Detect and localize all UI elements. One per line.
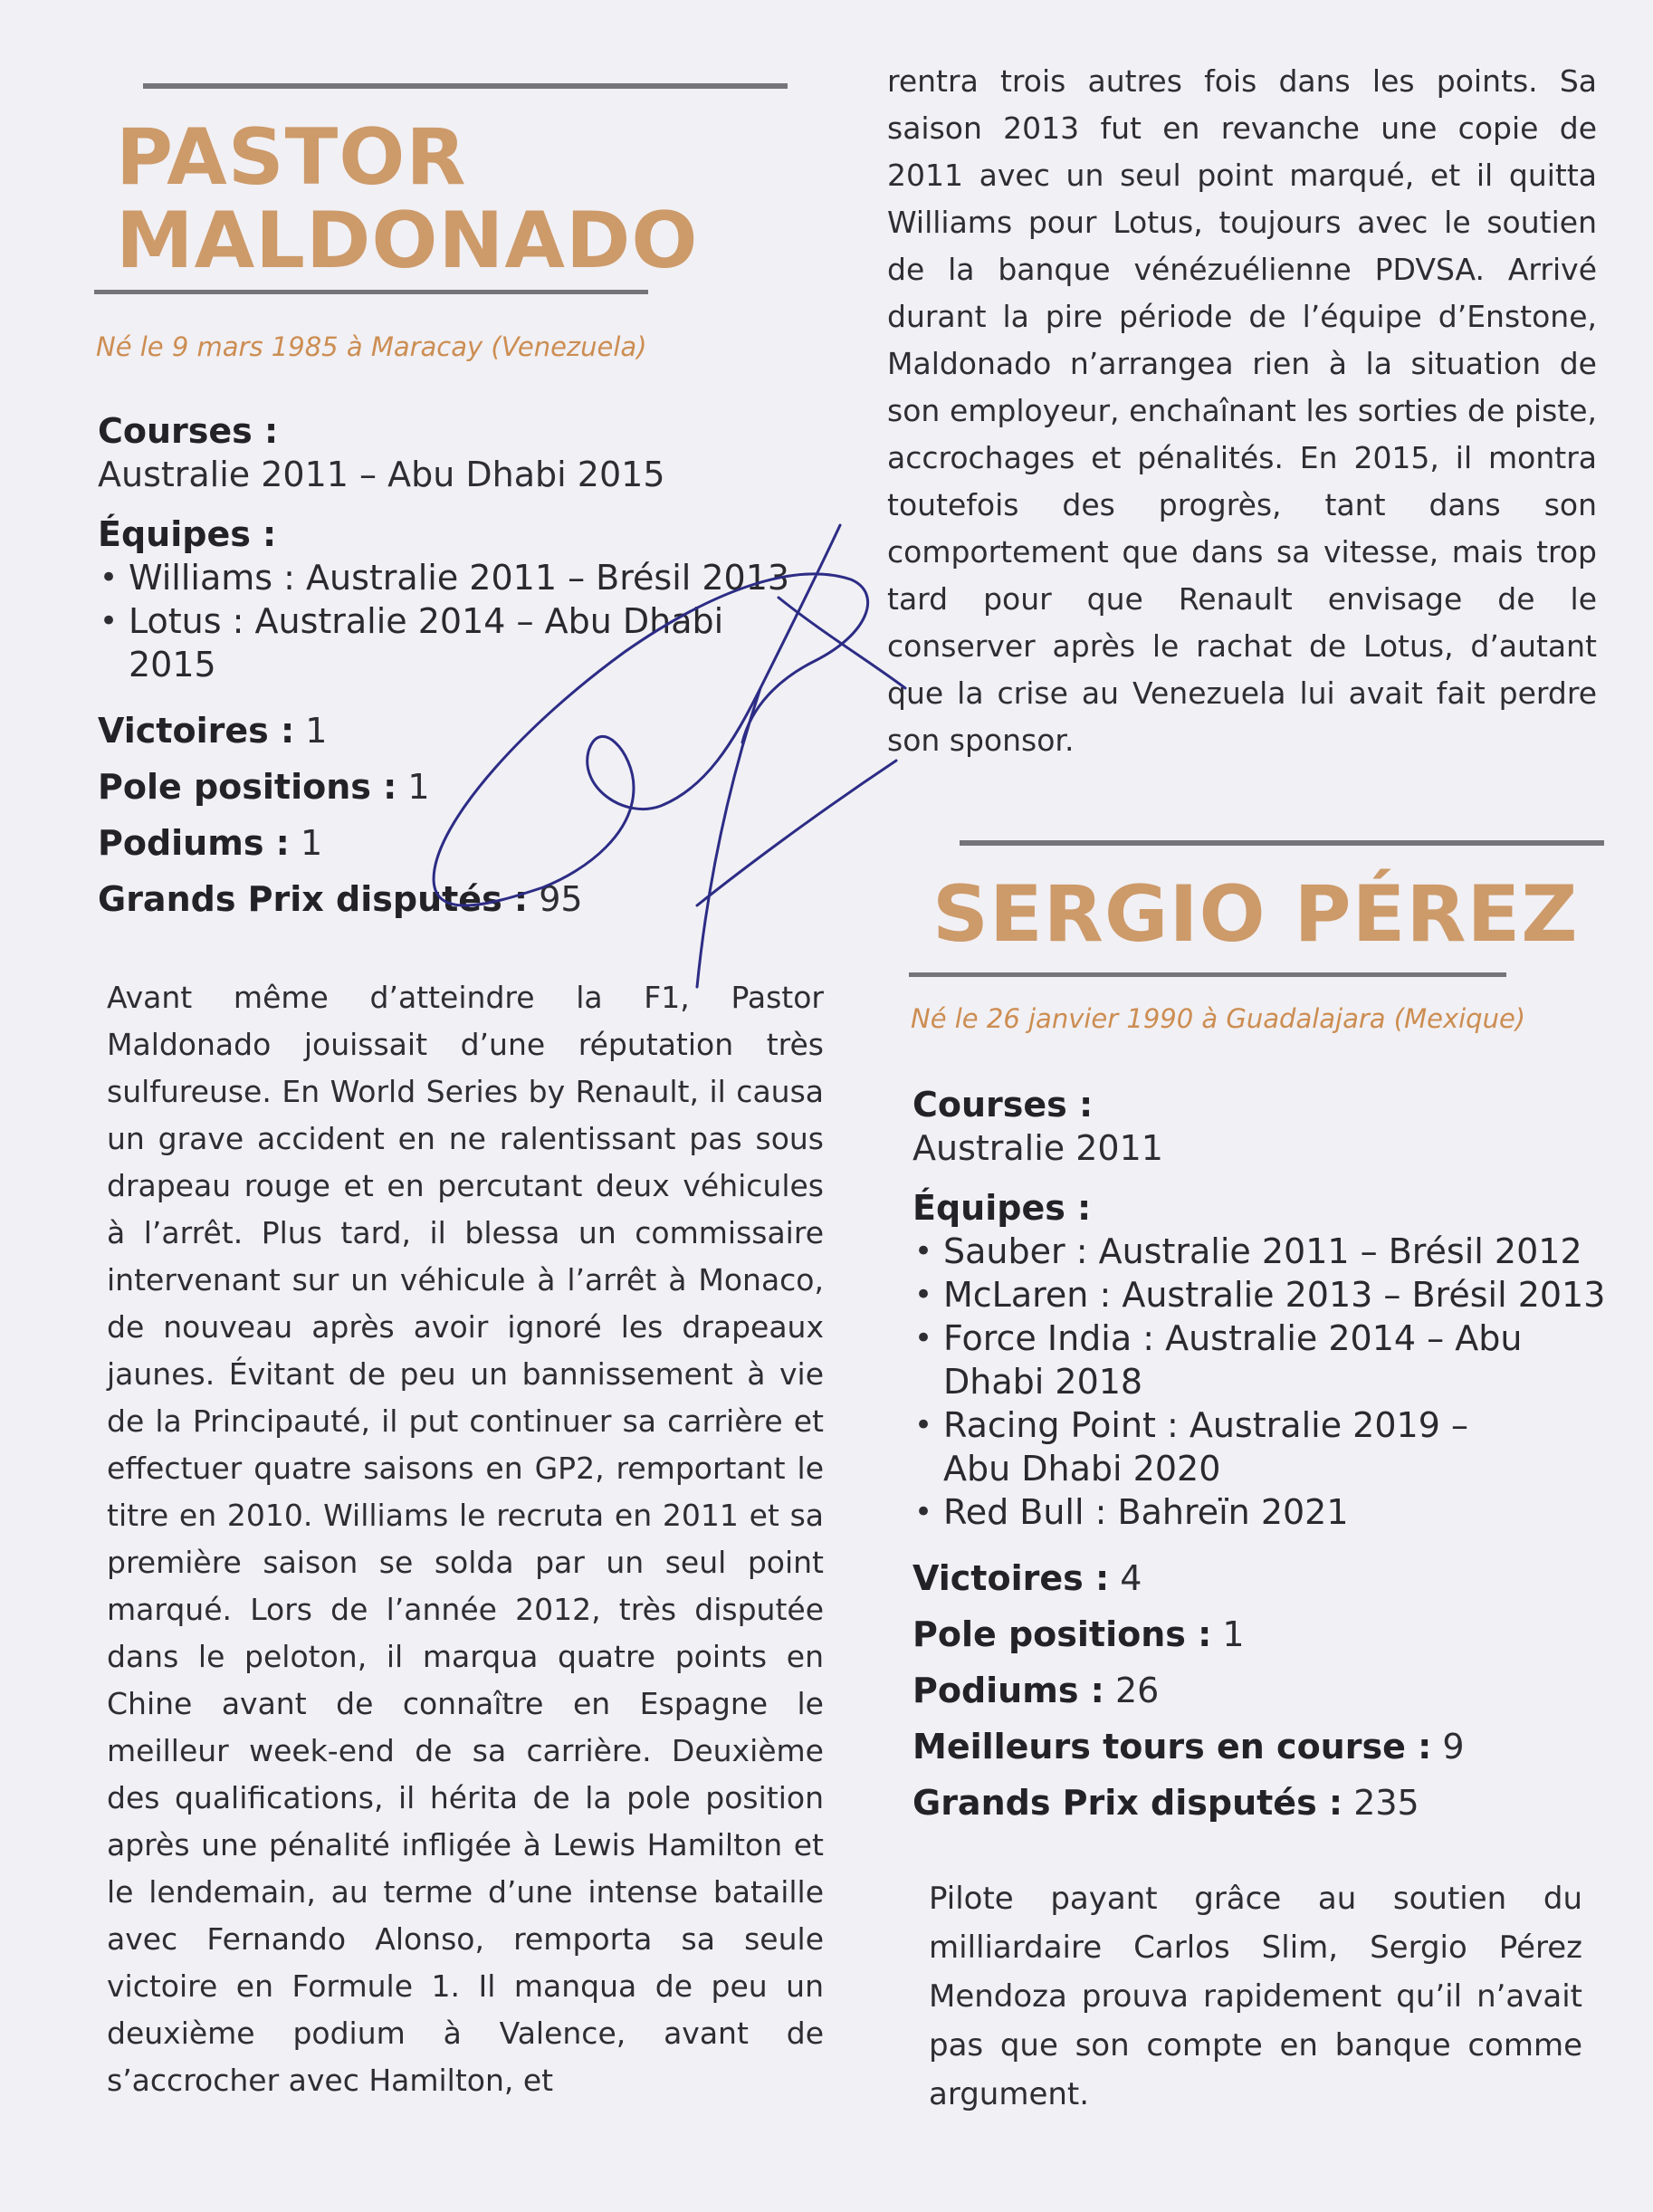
list-item: • Force India : Australie 2014 – Abu Dhabi 2018	[912, 1317, 1523, 1403]
perez-stat-podiums	[912, 1662, 1619, 1719]
maldonado-facts	[98, 409, 804, 927]
maldonado-courses-label: Courses :	[98, 411, 279, 451]
maldonado-teams-list	[98, 556, 804, 686]
stat-label: Pole positions :	[98, 767, 397, 807]
top-rule-perez	[960, 840, 1604, 846]
stat-label: Victoires :	[98, 711, 295, 751]
maldonado-bio-right: rentra trois autres fois dans les points. Sa saison 2013 fut en revanche une copie de 2011 avec un seul point marqué, et il quitta Williams pour Lotus, toujours avec le soutien de la banque vénézuélienne PDVSA. Arrivé durant la pire période de l’équipe d’Enstone, Maldonado n’arrangea rien à la situation de son employeur, enchaînant les sorties de piste, accrochages et pénalités. En 2015, il montra toutefois des progrès, tant dans son comportement que dans sa vitesse, mais trop tard pour que Renault envisage de le conserver après le rachat de Lotus, d’autant que la crise au Venezuela lui avait fait perdre son sponsor.	[887, 63, 1597, 758]
list-item: • Red Bull : Bahreïn 2021	[912, 1490, 1619, 1534]
list-item: • Sauber : Australie 2011 – Brésil 2012	[912, 1230, 1619, 1273]
maldonado-stat-gp	[98, 871, 804, 927]
perez-stat-poles	[912, 1606, 1619, 1662]
maldonado-equipes-label: Équipes :	[98, 514, 277, 554]
maldonado-stat-victoires	[98, 703, 804, 759]
list-item: • McLaren : Australie 2013 – Brésil 2013	[912, 1273, 1619, 1317]
maldonado-name: PASTOR MALDONADO	[116, 112, 699, 286]
maldonado-stats	[98, 703, 804, 927]
perez-stat-gp	[912, 1775, 1619, 1831]
perez-stat-victoires	[912, 1550, 1619, 1606]
list-item: • Lotus : Australie 2014 – Abu Dhabi 2015	[98, 599, 762, 686]
stat-value: 1	[289, 823, 323, 863]
maldonado-stat-poles	[98, 759, 804, 815]
maldonado-birth: Né le 9 mars 1985 à Maracay (Venezuela)	[96, 331, 647, 362]
stat-label: Grands Prix disputés :	[912, 1783, 1343, 1823]
stat-value: 4	[1109, 1558, 1142, 1598]
list-item: • Williams : Australie 2011 – Brésil 2013	[98, 556, 804, 599]
perez-stats	[912, 1550, 1619, 1831]
maldonado-courses-value: Australie 2011 – Abu Dhabi 2015	[98, 455, 665, 494]
stat-value: 95	[528, 879, 583, 919]
perez-equipes-label: Équipes :	[912, 1188, 1092, 1228]
stat-value: 1	[294, 711, 328, 751]
perez-teams-list	[912, 1230, 1619, 1534]
list-item: • Racing Point : Australie 2019 – Abu Dhabi 2020	[912, 1403, 1523, 1490]
top-rule-maldonado	[143, 83, 788, 89]
maldonado-bio-left: Avant même d’atteindre la F1, Pastor Maldonado jouissait d’une réputation très sulfureuse. En World Series by Renault, il causa un grave accident en ne ralentissant pas sous drapeau rouge et en percutant deux véhicules à l’arrêt. Plus tard, il blessa un commissaire intervenant sur un véhicule à l’arrêt à Monaco, de nouveau après avoir ignoré les drapeaux jaunes. Évitant de peu un bannissement à vie de la Principauté, il put continuer sa carrière et effectuer quatre saisons en GP2, remportant le titre en 2010. Williams le recruta en 2011 et sa première saison se solda par un seul point marqué. Lors de l’année 2012, très disputée dans le peloton, il marqua quatre points en Chine avant de connaître en Espagne le meilleur week-end de sa carrière. Deuxième des qualifications, il hérita de la pole position après une pénalité infligée à Lewis Hamilton et le lendemain, au terme d’une intense bataille avec Fernando Alonso, remporta sa seule victoire en Formule 1. Il manqua de peu un deuxième podium à Valence, avant de s’accrocher avec Hamilton, et	[107, 980, 824, 2098]
perez-stat-meilleurs-tours	[912, 1719, 1619, 1775]
stat-value: 26	[1104, 1671, 1160, 1710]
stat-value: 9	[1431, 1727, 1465, 1767]
stat-label: Podiums :	[98, 823, 290, 863]
perez-bio: Pilote payant grâce au soutien du milliardaire Carlos Slim, Sergio Pérez Mendoza prouva rapidement qu’il n’avait pas que son compte en banque comme argument.	[929, 1881, 1582, 2112]
perez-courses-label: Courses :	[912, 1085, 1094, 1125]
stat-label: Victoires :	[912, 1558, 1110, 1598]
maldonado-stat-podiums	[98, 815, 804, 871]
stat-label: Meilleurs tours en course :	[912, 1727, 1432, 1767]
stat-value: 235	[1342, 1783, 1419, 1823]
bottom-rule-perez	[909, 972, 1506, 977]
stat-value: 1	[397, 767, 430, 807]
perez-name: SERGIO PÉREZ	[932, 869, 1579, 960]
stat-label: Grands Prix disputés :	[98, 879, 529, 919]
perez-birth: Né le 26 janvier 1990 à Guadalajara (Mexique)	[911, 1003, 1526, 1034]
perez-facts	[912, 1083, 1619, 1831]
stat-value: 1	[1211, 1614, 1245, 1654]
perez-courses-value: Australie 2011	[912, 1128, 1163, 1168]
stat-label: Podiums :	[912, 1671, 1104, 1710]
stat-label: Pole positions :	[912, 1614, 1212, 1654]
bottom-rule-maldonado	[94, 290, 648, 294]
